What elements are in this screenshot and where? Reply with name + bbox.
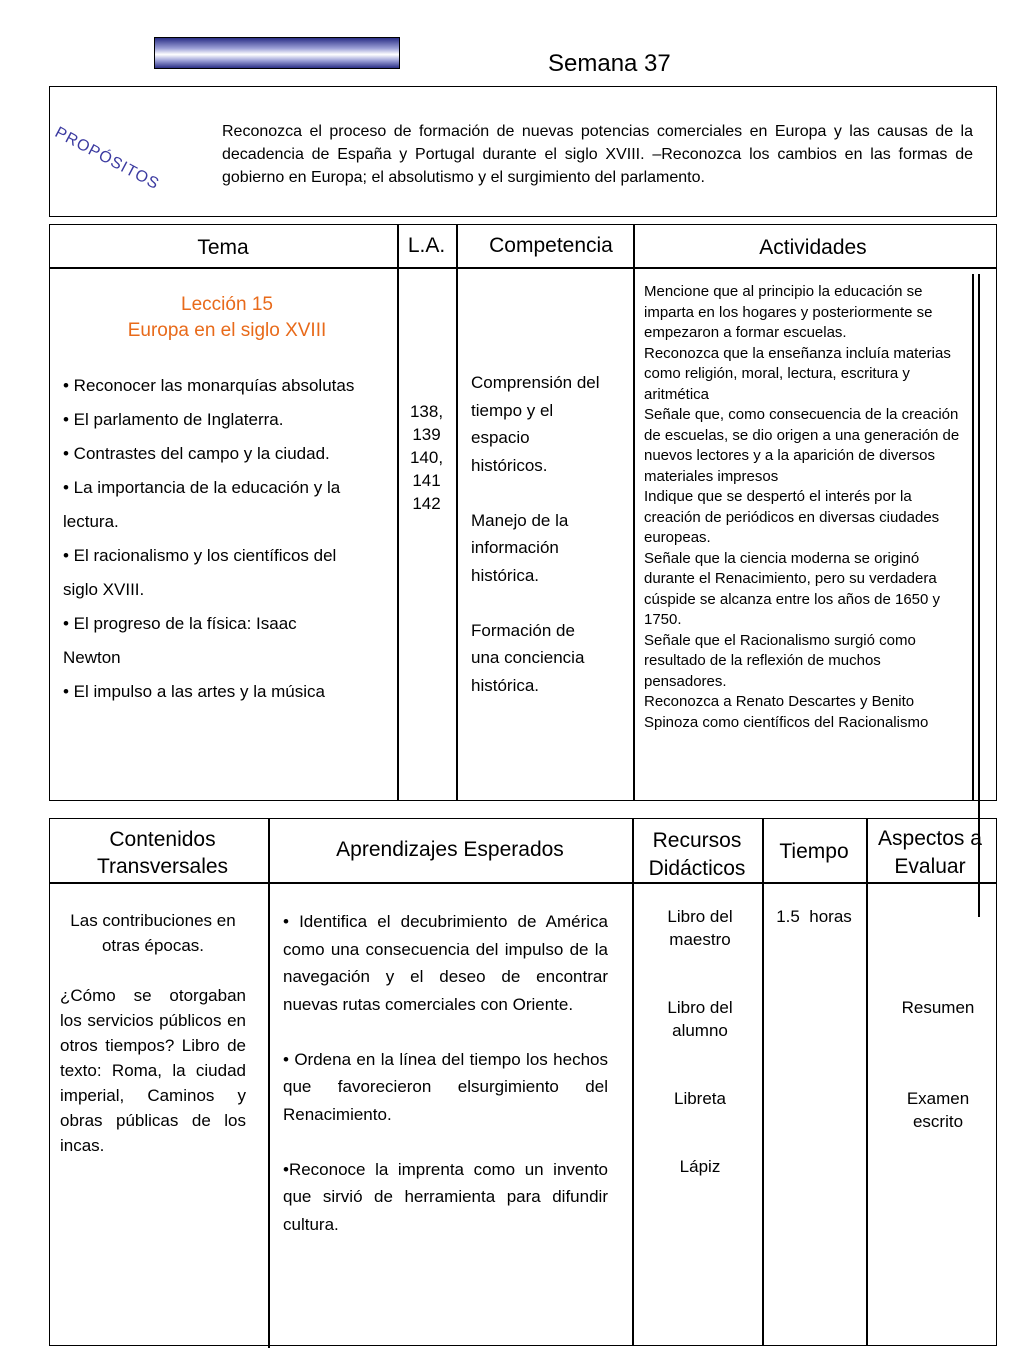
la-page: 138, xyxy=(409,402,444,421)
header-tema: Tema xyxy=(197,236,249,259)
topics-list xyxy=(63,369,396,709)
purpose-label: PROPÓSITOS xyxy=(52,124,162,194)
topic-item: • El racionalismo y los científicos del xyxy=(63,546,337,565)
la-page: 142 xyxy=(412,494,441,513)
competencia-item: Comprensión del tiempo y el espacio históricos. xyxy=(471,373,600,475)
header-banner xyxy=(154,37,400,69)
header-contenidos: Contenidos Transversales xyxy=(96,828,229,878)
competencia-item: Manejo de la información histórica. xyxy=(471,510,569,585)
aprendizaje-item: • Identifica el decubrimiento de América como una consecuencia del impulso de la navegación y el deseo de encontrar nuevas rutas comerciales con Oriente. xyxy=(283,912,608,1014)
aprendizajes-cell xyxy=(283,908,608,1238)
topic-item: • Contrastes del campo y la ciudad. xyxy=(63,444,330,463)
header-aprendizajes: Aprendizajes Esperados xyxy=(336,838,564,861)
competencias xyxy=(471,369,631,699)
topic-item: Newton xyxy=(63,648,121,667)
week-title: Semana 37 xyxy=(548,50,671,77)
header-recursos: Recursos Didácticos xyxy=(648,829,746,880)
topic-item: • La importancia de la educación y la xyxy=(63,478,341,497)
activities-text: Mencione que al principio la educación se imparta en los hogares y posteriormente se empezaron a formar escuelas. Reconozca que la enseñanza incluía materias como religión, moral, lectura, escritura y aritmética Señale que, como consecuencia de la creación de escuelas, se dio origen a una generación de nuevos lectores y a la aparición de diversos materiales impresos Indique que se despertó el interés por la creación de periódicos en diversas ciudades europeas. Señale que la ciencia moderna se originó durante el Renacimiento, pero su verdadera cúspide se alcanza entre los años de 1650 y 1750. Señale que el Racionalismo surgió como resultado de la reflexión de muchos pensadores. Reconozca a Renato Descartes y Benito Spinoza como científicos del Racionalismo xyxy=(644,283,960,731)
purpose-text: Reconozca el proceso de formación de nuevas potencias comerciales en Europa y las causas de la decadencia de España y Portugal durante el siglo XVIII. –Reconozca los cambios en las formas de gobierno en Europa; el absolutismo y el surgimiento del parlamento. xyxy=(222,123,973,186)
recurso-item: Lápiz xyxy=(679,1157,721,1176)
evaluation-table-col-divider xyxy=(268,818,270,1348)
lesson-name: Europa en el siglo XVIII xyxy=(127,320,327,341)
header-competencia: Competencia xyxy=(489,234,613,257)
header-la: L.A. xyxy=(407,234,446,257)
lesson-table-header-divider xyxy=(49,267,997,269)
aprendizaje-item: •Reconoce la imprenta como un invento que sirvió de herramienta para difundir cultura. xyxy=(283,1159,608,1234)
recurso-item: Libreta xyxy=(674,1089,726,1108)
lesson-table-col-divider xyxy=(456,224,458,801)
aspecto-item: Examen escrito xyxy=(906,1089,970,1131)
topic-item: • El parlamento de Inglaterra. xyxy=(63,410,284,429)
header-aspectos: Aspectos a Evaluar xyxy=(878,827,982,878)
recurso-item: Libro del alumno xyxy=(667,998,733,1040)
lesson-number: Lección 15 xyxy=(181,294,273,315)
aspecto-item: Resumen xyxy=(901,998,975,1017)
la-page: 140, xyxy=(409,448,444,467)
tiempo-value: 1.5 horas xyxy=(776,907,852,926)
topic-item: lectura. xyxy=(63,512,119,531)
activities-margin-line xyxy=(972,274,974,801)
la-page: 139 xyxy=(412,425,441,444)
evaluation-table-header-divider xyxy=(49,882,997,884)
evaluation-table-col-divider xyxy=(632,818,634,1346)
recurso-item: Libro del maestro xyxy=(667,907,733,949)
topic-item: • El impulso a las artes y la música xyxy=(63,682,325,701)
contenidos-cell xyxy=(60,908,246,1158)
header-tiempo: Tiempo xyxy=(779,840,849,863)
contenidos-paragraph: Las contribuciones en otras épocas. xyxy=(70,911,236,955)
competencia-item: Formación de una conciencia histórica. xyxy=(471,620,585,695)
topic-item: • El progreso de la física: Isaac xyxy=(63,614,297,633)
lesson-table-col-divider xyxy=(633,224,635,801)
la-page: 141 xyxy=(412,471,441,490)
aprendizaje-item: • Ordena en la línea del tiempo los hechos que favorecieron elsurgimiento del Renacimiento. xyxy=(283,1049,608,1124)
contenidos-paragraph: ¿Cómo se otorgaban los servicios públicos en otros tiempos? Libro de texto: Roma, la ciudad imperial, Caminos y obras públicas de los incas. xyxy=(60,986,246,1155)
lesson-title xyxy=(60,292,394,344)
la-pages xyxy=(397,400,456,515)
evaluation-table-col-divider xyxy=(866,818,868,1346)
topic-item: siglo XVIII. xyxy=(63,580,145,599)
topic-item: • Reconocer las monarquías absolutas xyxy=(63,376,355,395)
evaluation-table-col-divider xyxy=(762,818,764,1346)
header-actividades: Actividades xyxy=(759,236,867,259)
